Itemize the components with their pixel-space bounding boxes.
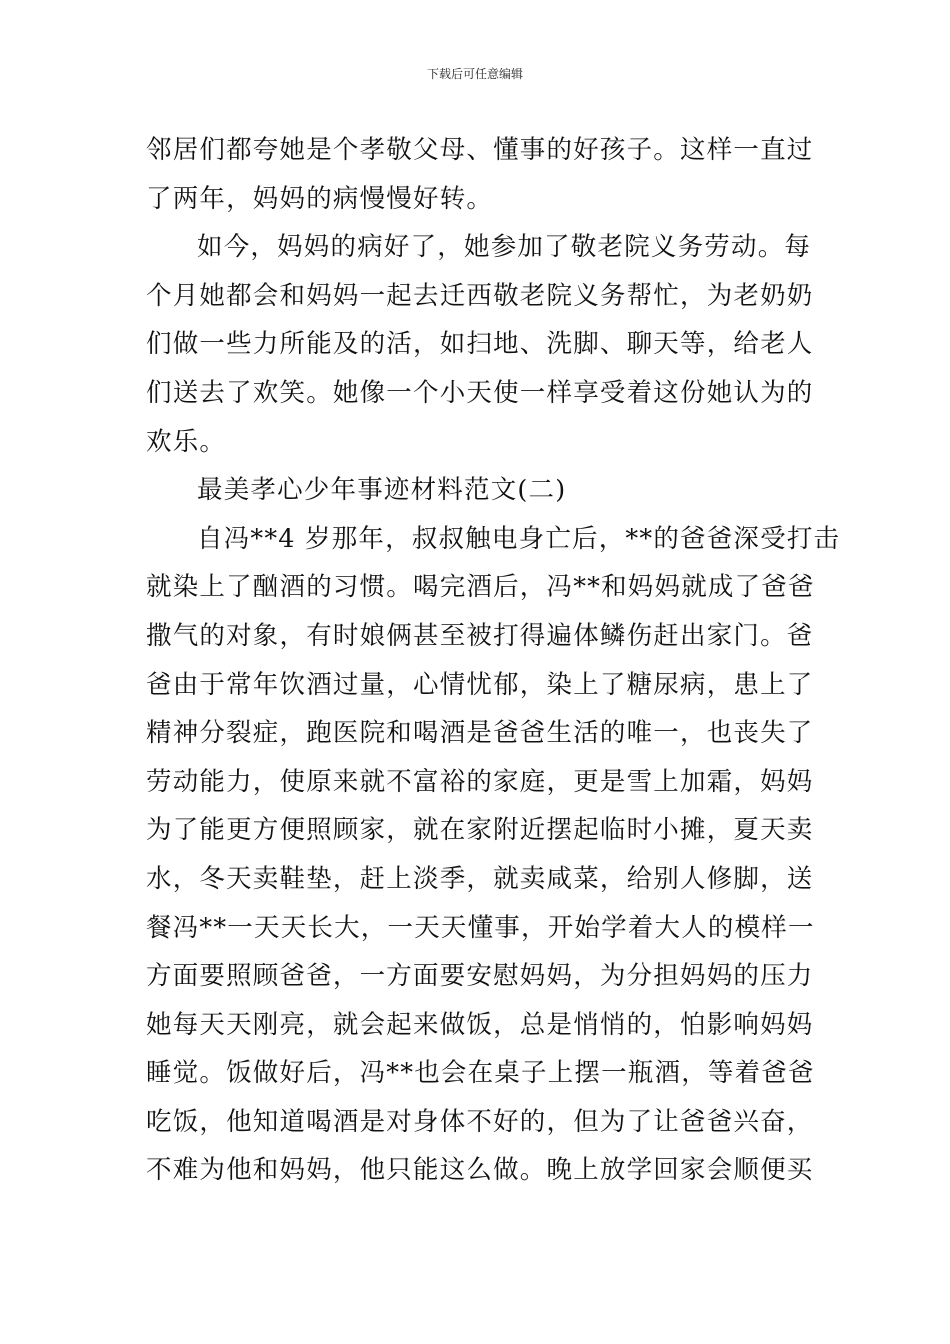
text-line: 精神分裂症，跑医院和喝酒是爸爸生活的唯一，也丧失了 <box>146 718 814 749</box>
text-line: 撒气的对象，有时娘俩甚至被打得遍体鳞伤赶出家门。爸 <box>146 620 814 651</box>
text-line: 水，冬天卖鞋垫，赶上淡季，就卖咸菜，给别人修脚，送 <box>146 863 814 894</box>
text-line: 最美孝心少年事迹材料范文(二) <box>197 475 567 506</box>
text-line: 了两年，妈妈的病慢慢好转。 <box>146 183 494 214</box>
text-line: 爸由于常年饮酒过量，心情忧郁，染上了糖尿病，患上了 <box>146 669 814 700</box>
text-line: 邻居们都夸她是个孝敬父母、懂事的好孩子。这样一直过 <box>146 135 814 165</box>
text-line: 劳动能力，使原来就不富裕的家庭，更是雪上加霜，妈妈 <box>146 766 814 797</box>
text-line: 如今，妈妈的病好了，她参加了敬老院义务劳动。每 <box>197 232 812 263</box>
text-line: 她每天天刚亮，就会起来做饭，总是悄悄的，怕影响妈妈 <box>146 1009 814 1040</box>
text-line: 睡觉。饭做好后，冯**也会在桌子上摆一瓶酒，等着爸爸 <box>146 1058 815 1089</box>
text-line: 为了能更方便照顾家，就在家附近摆起临时小摊，夏天卖 <box>146 815 814 846</box>
text-line: 们做一些力所能及的活，如扫地、洗脚、聊天等，给老人 <box>146 329 814 360</box>
text-line: 个月她都会和妈妈一起去迁西敬老院义务帮忙，为老奶奶 <box>146 280 814 311</box>
page-header: 下载后可任意编辑 <box>426 67 523 81</box>
text-line: 餐冯**一天天长大，一天天懂事，开始学着大人的模样一 <box>146 912 815 943</box>
text-line: 们送去了欢笑。她像一个小天使一样享受着这份她认为的 <box>146 377 814 408</box>
text-line: 欢乐。 <box>146 426 227 457</box>
text-line: 不难为他和妈妈，他只能这么做。晚上放学回家会顺便买 <box>146 1155 814 1186</box>
text-line: 就染上了酗酒的习惯。喝完酒后，冯**和妈妈就成了爸爸 <box>146 572 815 603</box>
text-line: 方面要照顾爸爸，一方面要安慰妈妈，为分担妈妈的压力 <box>146 961 814 992</box>
text-line: 吃饭，他知道喝酒是对身体不好的，但为了让爸爸兴奋， <box>146 1106 814 1137</box>
body-text <box>146 126 841 1195</box>
text-line: 自冯**4 岁那年，叔叔触电身亡后，**的爸爸深受打击 <box>197 523 841 554</box>
